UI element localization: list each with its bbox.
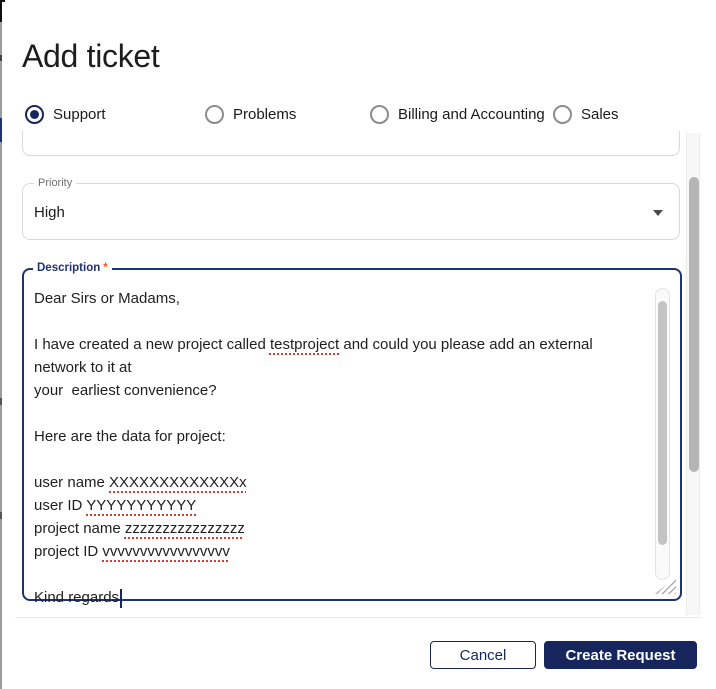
description-line	[34, 310, 642, 333]
radio-label: Billing and Accounting	[398, 106, 545, 123]
background-edge-segment	[0, 0, 2, 22]
description-line	[34, 563, 642, 586]
description-field[interactable]	[22, 262, 682, 606]
misspelled-word: XXXXXXXXXXXXXx	[109, 474, 247, 491]
dialog-title: Add ticket	[22, 38, 160, 74]
form-scroll-area[interactable]	[0, 131, 716, 617]
misspelled-word: YYYYYYYYYYY	[86, 497, 197, 514]
priority-select[interactable]	[22, 177, 680, 240]
description-line: I have created a new project called testproject and could you please add an external network to it at	[34, 336, 597, 376]
required-asterisk: *	[103, 262, 108, 274]
description-line	[34, 402, 642, 425]
description-line: Here are the data for project:	[34, 428, 226, 445]
description-line: Kind regards	[34, 586, 642, 609]
radio-label: Problems	[233, 106, 297, 123]
resize-handle-icon[interactable]	[655, 577, 676, 594]
chevron-down-icon[interactable]	[653, 210, 663, 216]
misspelled-word: testproject	[269, 336, 340, 353]
radio-sales[interactable]	[553, 105, 619, 124]
cancel-button[interactable]: Cancel	[430, 641, 536, 669]
description-line: Dear Sirs or Madams,	[34, 290, 180, 307]
misspelled-word: vvvvvvvvvvvvvvvvv	[102, 543, 230, 560]
misspelled-word: zzzzzzzzzzzzzzzz	[124, 520, 245, 537]
textarea-scrollbar-thumb[interactable]	[658, 301, 667, 545]
description-line: project ID vvvvvvvvvvvvvvvvv	[34, 543, 230, 560]
description-line: project name zzzzzzzzzzzzzzzz	[34, 520, 245, 537]
description-textarea[interactable]	[34, 287, 642, 609]
description-label: Description *	[33, 261, 112, 275]
radio-unselected-icon[interactable]	[553, 105, 572, 124]
partial-field-above[interactable]	[22, 131, 680, 156]
radio-unselected-icon[interactable]	[205, 105, 224, 124]
form-scrollbar-thumb[interactable]	[689, 177, 699, 472]
radio-billing-and-accounting[interactable]	[370, 105, 545, 124]
form-scrollbar-track[interactable]	[686, 133, 700, 615]
description-line: user name XXXXXXXXXXXXXx	[34, 474, 247, 491]
background-edge-segment	[0, 512, 2, 519]
footer-divider	[15, 617, 701, 618]
create-request-button[interactable]: Create Request	[544, 641, 697, 669]
radio-unselected-icon[interactable]	[370, 105, 389, 124]
description-line	[34, 448, 642, 471]
background-page-edge	[0, 0, 2, 689]
radio-label: Support	[53, 106, 106, 123]
description-line: user ID YYYYYYYYYYY	[34, 497, 197, 514]
text-caret	[120, 589, 122, 608]
dialog-footer	[430, 641, 697, 669]
radio-label: Sales	[581, 106, 619, 123]
description-line: your earliest convenience?	[34, 382, 217, 399]
radio-selected-icon[interactable]	[25, 105, 44, 124]
background-edge-segment	[0, 55, 2, 61]
ticket-type-radio-group	[0, 105, 716, 129]
priority-value: High	[34, 204, 65, 221]
background-edge-segment	[0, 398, 2, 405]
radio-problems[interactable]	[205, 105, 296, 124]
textarea-scrollbar-track[interactable]	[655, 288, 670, 580]
priority-label: Priority	[34, 176, 76, 190]
background-edge-segment	[0, 118, 2, 142]
radio-support[interactable]	[25, 105, 106, 124]
